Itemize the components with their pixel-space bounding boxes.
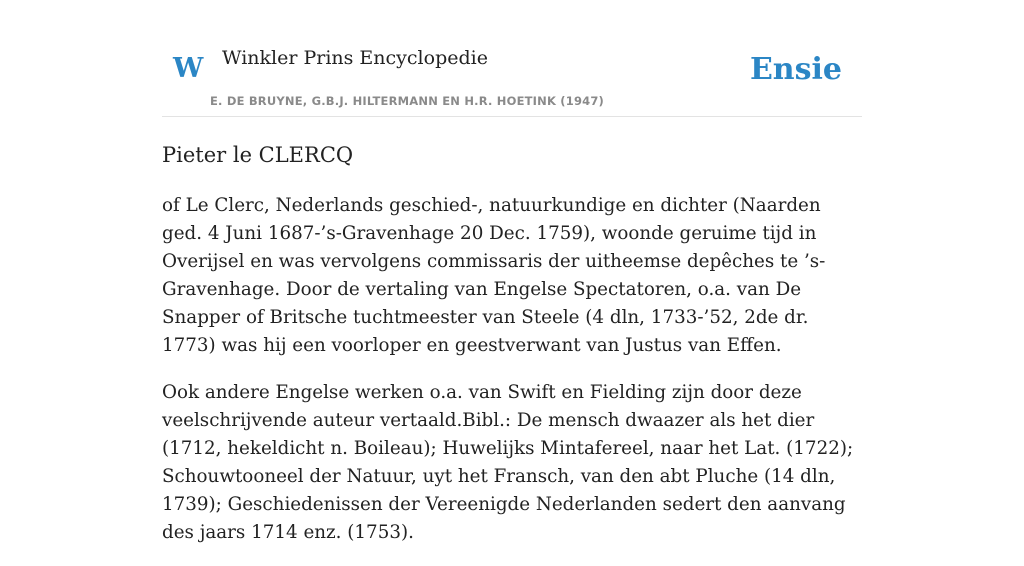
ensie-logo[interactable]: Ensie — [749, 52, 842, 87]
publication-title[interactable]: Winkler Prins Encyclopedie — [222, 47, 488, 69]
article-body — [162, 192, 862, 566]
article-paragraph: Ook andere Engelse werken o.a. van Swift en Fielding zijn door deze veelschrijvende auteur vertaald.Bibl.: De mensch dwaazer als het dier (1712, hekeldicht n. Boileau); Huwelijks Mintafereel, naar het Lat. (1722); Schouwtooneel der Natuur, uyt het Fransch, van den abt Pluche (14 dln, 1739); Geschiedenissen der Vereenigde Nederlanden sedert den aanvang des jaars 1714 enz. (1753). — [162, 382, 854, 543]
article-title: Pieter le CLERCQ — [162, 143, 354, 167]
publication-logo-icon[interactable]: W — [173, 53, 204, 84]
publication-authors: E. DE BRUYNE, G.B.J. HILTERMANN EN H.R. HOETINK (1947) — [210, 94, 605, 108]
header — [162, 0, 862, 117]
article-paragraph: of Le Clerc, Nederlands geschied-, natuurkundige en dichter (Naarden ged. 4 Juni 1687-’s-Gravenhage 20 Dec. 1759), woonde geruime tijd in Overijsel en was vervolgens commissaris der uitheemse depêches te ’s-Gravenhage. Door de vertaling van Engelse Spectatoren, o.a. van De Snapper of Britsche tuchtmeester van Steele (4 dln, 1733-’52, 2de dr. 1773) was hij een voorloper en geestverwant van Justus van Effen. — [162, 195, 826, 356]
